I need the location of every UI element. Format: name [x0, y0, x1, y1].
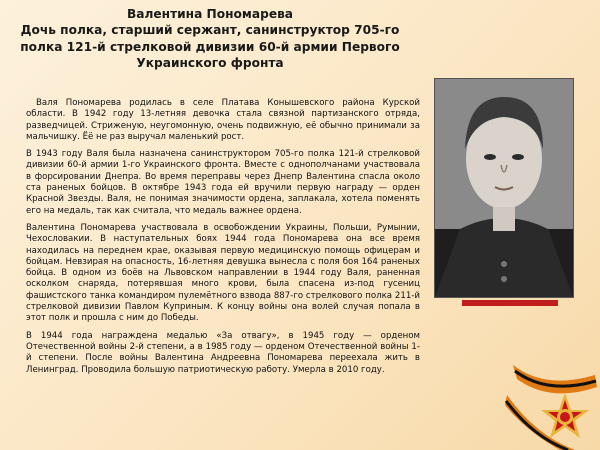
paragraph: Валя Пономарева родилась в селе Платава Конышевского района Курской области. В 1942 году 13-летняя девочка стала связной партизанского отряда, разведчицей. Стриженую, неугомонную, очень подвижную, её обычно принимали за мальчишку. Ёё не раз выручал маленький рост. — [26, 98, 420, 142]
slide-title — [20, 6, 400, 72]
title-line: полка 121-й стрелковой дивизии 60-й армии Первого — [20, 39, 400, 54]
paragraph: Валентина Пономарева участвовала в освобождении Украины, Польши, Румынии, Чехословакии. В наступательных боях 1944 года Пономарева она все время находилась на переднем крае, оказывая первую медицинскую помощь офицерам и бойцам. Невзирая на опасность, 16-летняя девушка вынесла с поля боя 164 раненых бойца. В одном из боёв на Львовском направлении в 1944 году Валя, раненная осколком снаряда, потерявшая много крови, была спасена из-под гусениц фашистского танка командиром пулемётного взвода 887-го стрелкового полка 211-й стрелковой дивизии Павлом Куприным. К концу войны она волей случая попала в этот полк и прошла с ним до Победы. — [26, 222, 420, 324]
title-line: Валентина Пономарева — [126, 7, 294, 21]
paragraph: В 1943 году Валя была назначена санинструктором 705-го полка 121-й стрелковой дивизии 60-й армии 1-го Украинского фронта. Вместе с однополчанами участвовала в форсировании Днепра. Во время переправы через Днепр Валентина спасла около ста раненых бойцов. В октябре 1943 года ей вручили первую награду — орден Красной Звезды. Валя, не понимая значимости ордена, заплакала, хотела поменять его на медаль, так как считала, что медаль важнее ордена. — [26, 149, 420, 216]
portrait-photo — [434, 78, 574, 298]
paragraph: В 1944 года награждена медалью «За отвагу», в 1945 году — орденом Отечественной войны 2-й степени, а в 1985 году — орденом Отечественной войны 1-й степени. После войны Валентина Андреевна Пономарева переехала жить в Ленинград. Проводила большую патриотическую работу. Умерла в 2010 году. — [26, 330, 420, 375]
ribbon-decoration — [505, 355, 600, 450]
st-george-ribbon-icon — [505, 355, 600, 450]
title-line: Дочь полка, старший сержант, санинструктор 705-го — [20, 23, 400, 38]
portrait-icon — [435, 79, 573, 297]
banner-strip — [462, 300, 558, 306]
title-line: Украинского фронта — [136, 56, 284, 71]
biography-text — [26, 98, 420, 382]
